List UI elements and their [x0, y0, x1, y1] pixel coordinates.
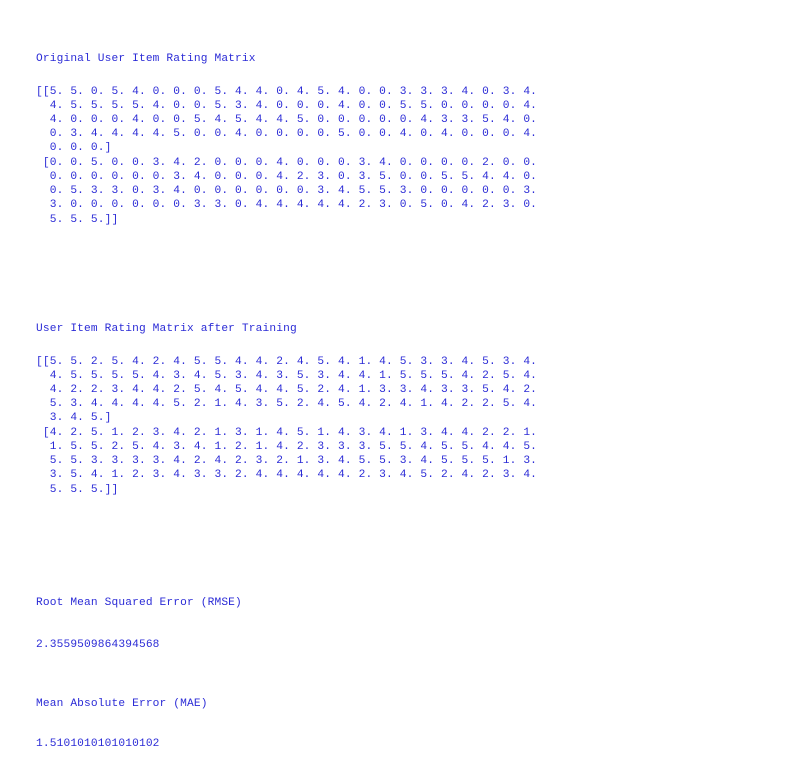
original-matrix-line: [0. 0. 5. 0. 0. 3. 4. 2. 0. 0. 0. 4. 0. 0. 0. 3. 4. 0. 0. 0. 0. 2. 0. 0.: [36, 157, 538, 169]
original-matrix-line: 5. 5. 5.]]: [36, 214, 119, 226]
trained-matrix-line: [4. 2. 5. 1. 2. 3. 4. 2. 1. 3. 1. 4. 5. 1. 4. 3. 4. 1. 3. 4. 4. 2. 2. 1.: [36, 427, 538, 439]
trained-matrix-line: 3. 4. 5.]: [36, 412, 112, 424]
trained-matrix-heading: User Item Rating Matrix after Training: [36, 323, 297, 335]
trained-matrix-line: [[5. 5. 2. 5. 4. 2. 4. 5. 5. 4. 4. 2. 4. 5. 4. 1. 4. 5. 3. 3. 4. 5. 3. 4.: [36, 356, 538, 368]
rmse-value: 2.3559509864394568: [36, 639, 160, 651]
trained-matrix-line: 4. 5. 5. 5. 5. 4. 3. 4. 5. 3. 4. 3. 5. 3. 4. 4. 1. 5. 5. 5. 4. 2. 5. 4.: [36, 370, 538, 382]
original-matrix-line: 4. 5. 5. 5. 5. 4. 0. 0. 5. 3. 4. 0. 0. 0. 4. 0. 0. 5. 5. 0. 0. 0. 0. 4.: [36, 100, 538, 112]
original-matrix-heading: Original User Item Rating Matrix: [36, 53, 256, 65]
mae-heading: Mean Absolute Error (MAE): [36, 698, 208, 710]
original-matrix-line: 0. 5. 3. 3. 0. 3. 4. 0. 0. 0. 0. 0. 0. 3. 4. 5. 5. 3. 0. 0. 0. 0. 0. 3.: [36, 185, 538, 197]
trained-matrix-line: 5. 5. 3. 3. 3. 3. 4. 2. 4. 2. 3. 2. 1. 3. 4. 5. 5. 3. 4. 5. 5. 5. 1. 3.: [36, 455, 538, 467]
trained-matrix-line: 1. 5. 5. 2. 5. 4. 3. 4. 1. 2. 1. 4. 2. 3. 3. 3. 5. 5. 4. 5. 5. 4. 4. 5.: [36, 441, 538, 453]
original-matrix-line: [[5. 5. 0. 5. 4. 0. 0. 0. 5. 4. 4. 0. 4. 5. 4. 0. 0. 3. 3. 3. 4. 0. 3. 4.: [36, 86, 538, 98]
trained-matrix-line: 3. 5. 4. 1. 2. 3. 4. 3. 3. 2. 4. 4. 4. 4. 4. 2. 3. 4. 5. 2. 4. 2. 3. 4.: [36, 469, 538, 481]
rmse-heading: Root Mean Squared Error (RMSE): [36, 597, 242, 609]
trained-matrix-line: 5. 3. 4. 4. 4. 4. 5. 2. 1. 4. 3. 5. 2. 4. 5. 4. 2. 4. 1. 4. 2. 2. 5. 4.: [36, 398, 538, 410]
original-matrix-line: 0. 0. 0.]: [36, 142, 112, 154]
original-matrix-line: 4. 0. 0. 0. 4. 0. 0. 5. 4. 5. 4. 4. 5. 0. 0. 0. 0. 0. 4. 3. 3. 5. 4. 0.: [36, 114, 538, 126]
original-matrix-line: 0. 0. 0. 0. 0. 0. 3. 4. 0. 0. 0. 4. 2. 3. 0. 3. 5. 0. 0. 5. 5. 4. 4. 0.: [36, 171, 538, 183]
original-matrix-line: 0. 3. 4. 4. 4. 4. 5. 0. 0. 4. 0. 0. 0. 0. 5. 0. 0. 4. 0. 4. 0. 0. 0. 4.: [36, 128, 538, 140]
trained-matrix-line: 5. 5. 5.]]: [36, 484, 119, 496]
trained-matrix-line: 4. 2. 2. 3. 4. 4. 2. 5. 4. 5. 4. 4. 5. 2. 4. 1. 3. 3. 4. 3. 3. 5. 4. 2.: [36, 384, 538, 396]
original-matrix-line: 3. 0. 0. 0. 0. 0. 0. 3. 3. 0. 4. 4. 4. 4. 4. 2. 3. 0. 5. 0. 4. 2. 3. 0.: [36, 199, 538, 211]
mae-value: 1.5101010101010102: [36, 738, 160, 750]
